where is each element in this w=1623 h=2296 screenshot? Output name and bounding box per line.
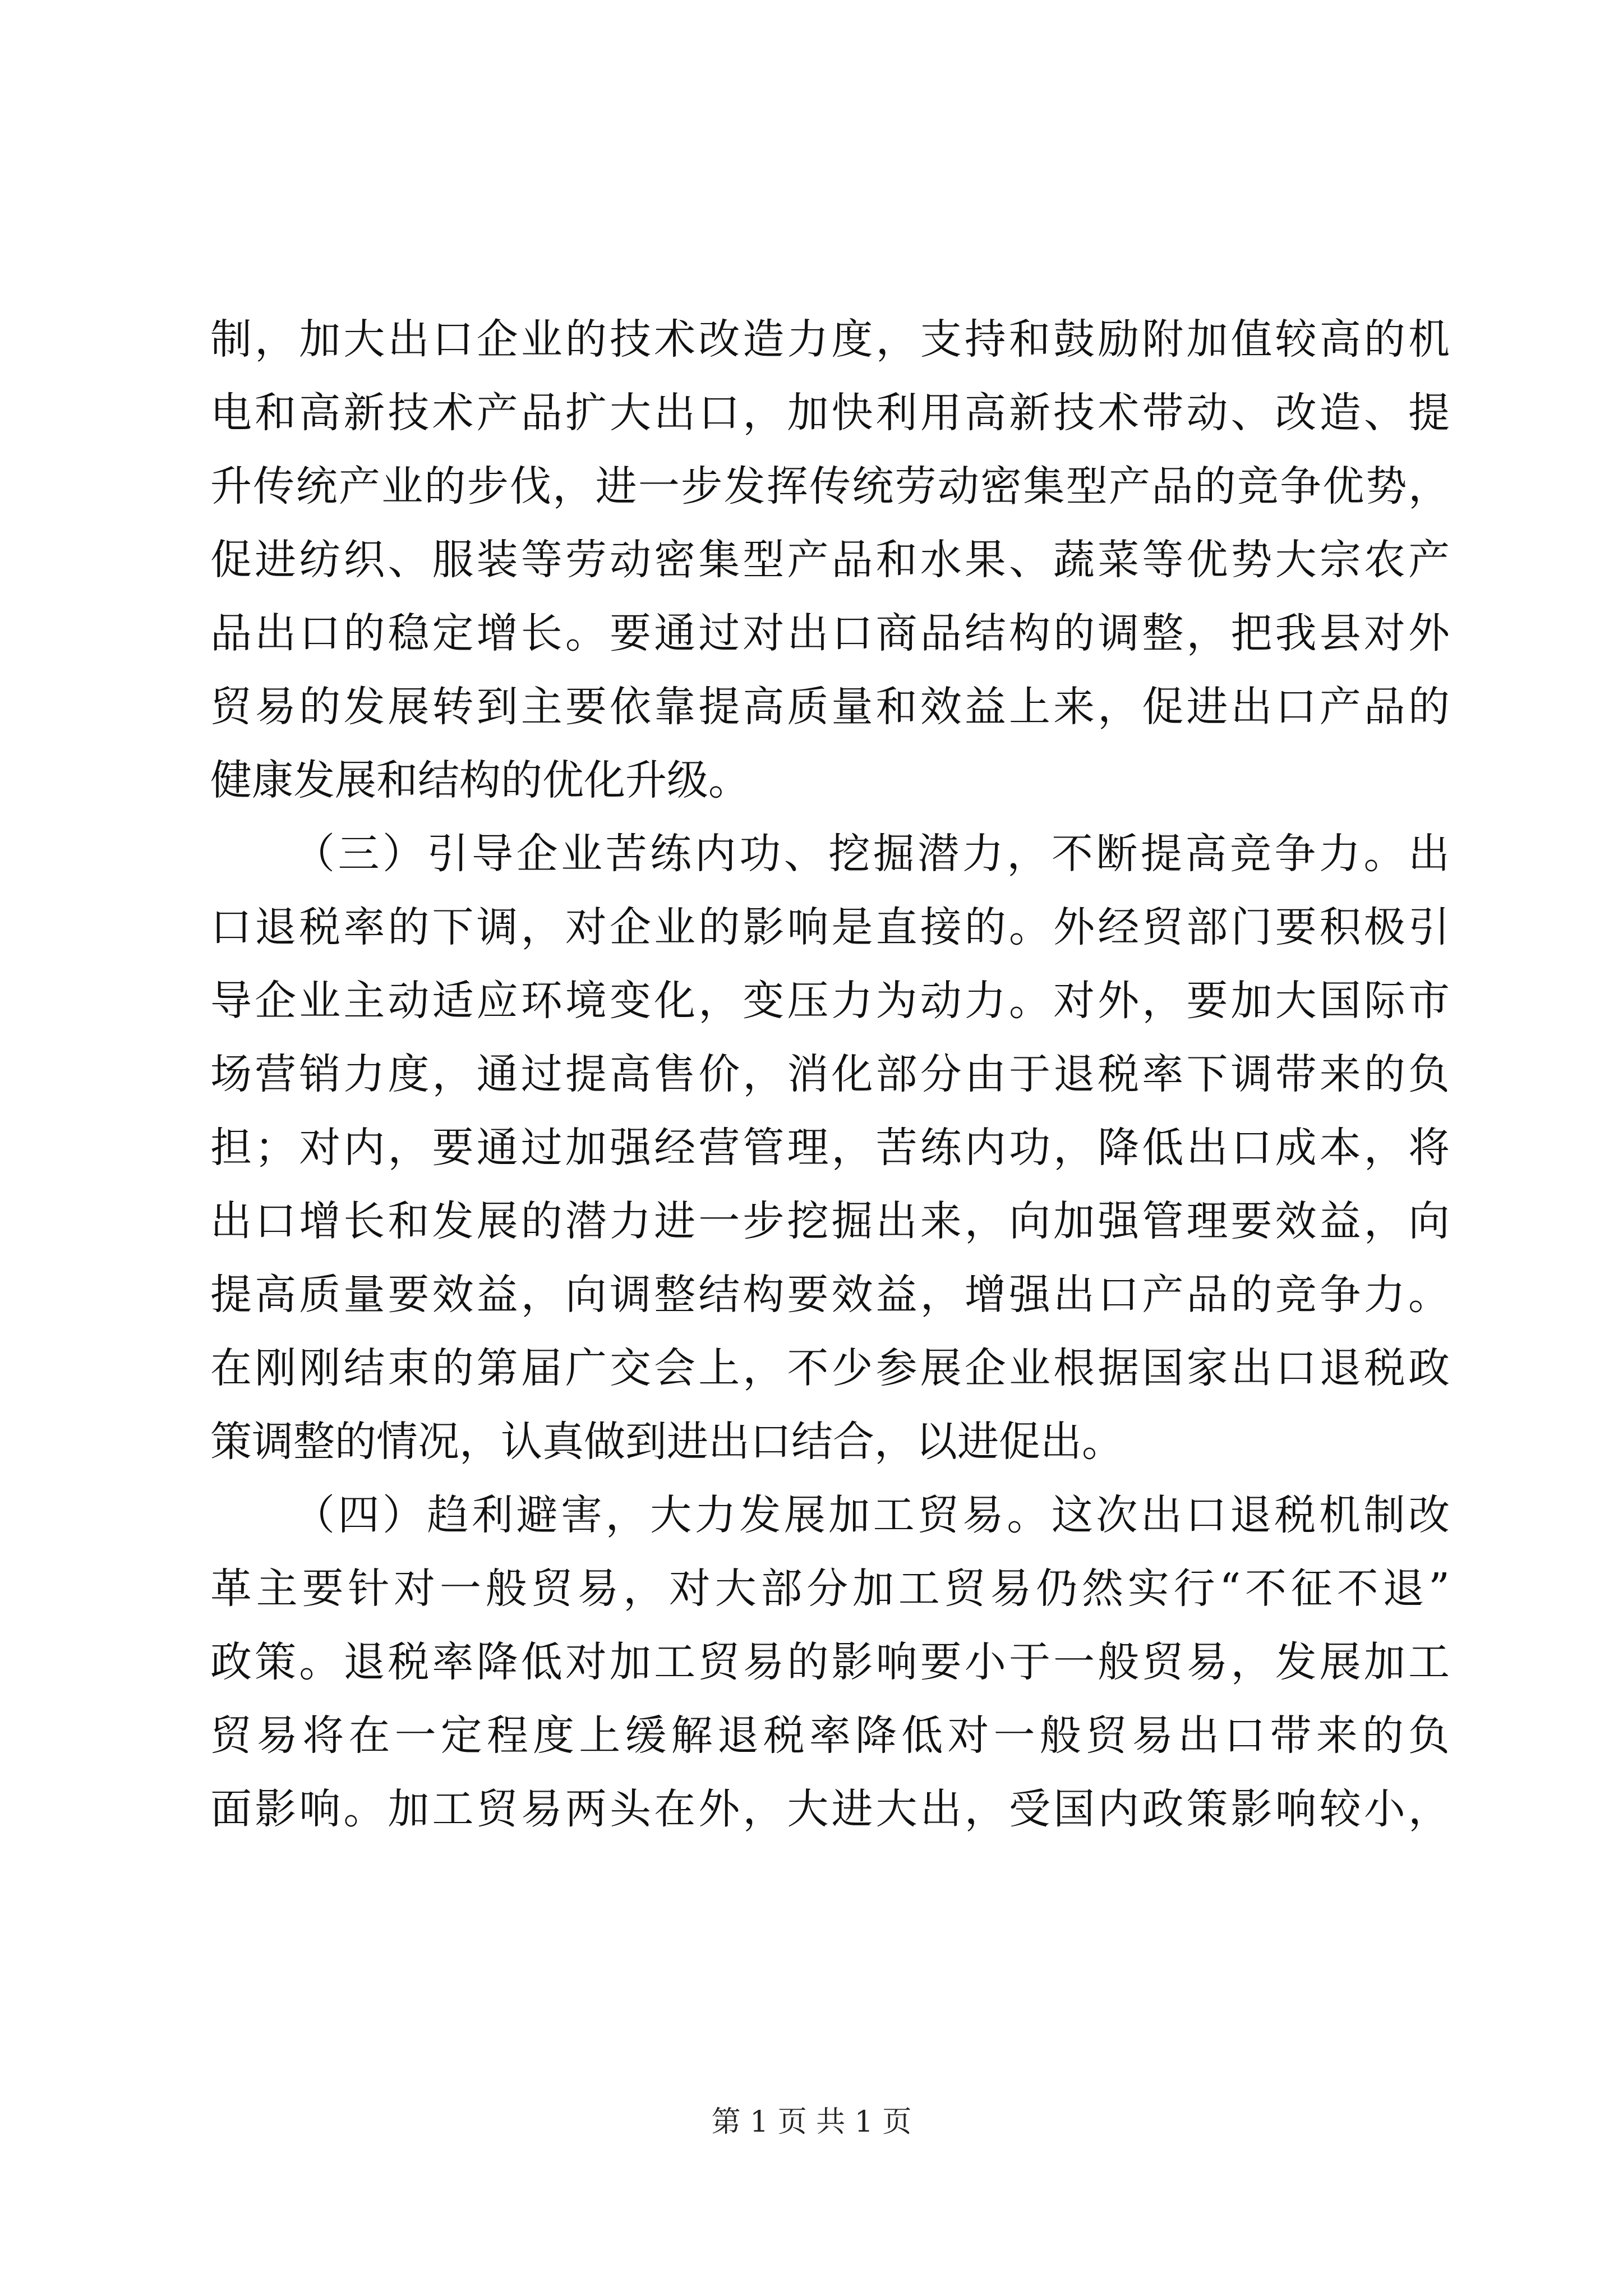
paragraph-heading-line: （四）趋利避害，大力发展加工贸易。这次出口退税机制改 — [293, 1491, 1450, 1539]
text-line: 革主要针对一般贸易，对大部分加工贸易仍然实行“不征不退” — [210, 1565, 1450, 1613]
text-line: 政策。退税率降低对加工贸易的影响要小于一般贸易，发展加工 — [210, 1638, 1450, 1686]
text-line: 提高质量要效益，向调整结构要效益，增强出口产品的竞争力。 — [210, 1271, 1450, 1319]
text-line: 场营销力度，通过提高售价，消化部分由于退税率下调带来的负 — [210, 1050, 1450, 1098]
text-line: 贸易的发展转到主要依靠提高质量和效益上来，促进出口产品的 — [210, 683, 1450, 731]
text-line: 策调整的情况，认真做到进出口结合，以进促出。 — [210, 1418, 1123, 1466]
text-line: 贸易将在一定程度上缓解退税率降低对一般贸易出口带来的负 — [210, 1711, 1450, 1760]
text-line: 升传统产业的步伐，进一步发挥传统劳动密集型产品的竞争优势， — [210, 462, 1450, 510]
page-footer — [0, 2098, 1623, 2140]
text-line: 制，加大出口企业的技术改造力度，支持和鼓励附加值较高的机 — [210, 315, 1450, 364]
document-body — [210, 303, 1450, 1846]
page-number-label: 第 1 页 共 1 页 — [711, 2105, 912, 2139]
text-line: 在刚刚结束的第届广交会上，不少参展企业根据国家出口退税政 — [210, 1344, 1450, 1392]
text-line: 口退税率的下调，对企业的影响是直接的。外经贸部门要积极引 — [210, 903, 1450, 951]
text-line: 担；对内，要通过加强经营管理，苦练内功，降低出口成本，将 — [210, 1124, 1450, 1172]
text-line: 出口增长和发展的潜力进一步挖掘出来，向加强管理要效益，向 — [210, 1197, 1450, 1245]
paragraph-heading-line: （三）引导企业苦练内功、挖掘潜力，不断提高竞争力。出 — [293, 830, 1450, 878]
text-line: 品出口的稳定增长。要通过对出口商品结构的调整，把我县对外 — [210, 609, 1450, 657]
text-line: 面影响。加工贸易两头在外，大进大出，受国内政策影响较小， — [210, 1785, 1450, 1833]
text-line: 导企业主动适应环境变化，变压力为动力。对外，要加大国际市 — [210, 977, 1450, 1025]
text-line: 电和高新技术产品扩大出口，加快利用高新技术带动、改造、提 — [210, 389, 1450, 437]
text-line: 促进纺织、服装等劳动密集型产品和水果、蔬菜等优势大宗农产 — [210, 536, 1450, 584]
text-line: 健康发展和结构的优化升级。 — [210, 756, 750, 804]
